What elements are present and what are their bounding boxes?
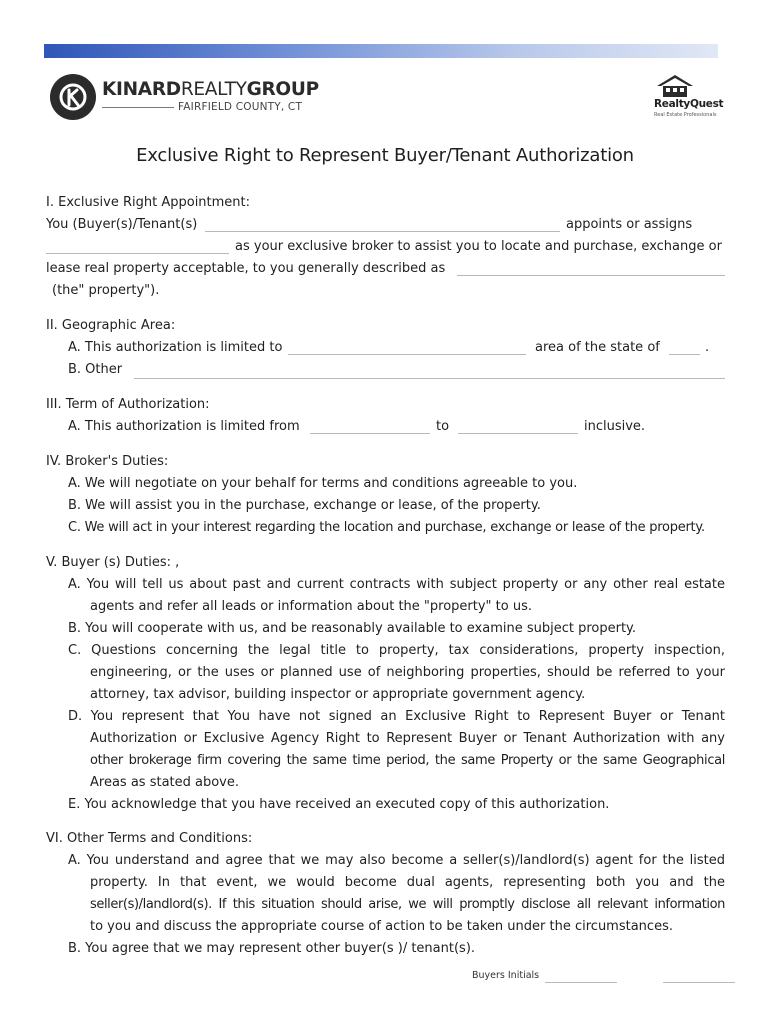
buyer-initials-field-2[interactable] <box>663 982 735 983</box>
brand-name: KINARDREALTYGROUP <box>102 79 319 100</box>
property-description-field[interactable] <box>457 275 725 276</box>
top-gradient-bar <box>44 44 718 58</box>
area-limit-field[interactable] <box>288 354 526 355</box>
section-6-a-line-3: seller(s)/landlord(s). If this situation should arise, we will promptly disclose all relevant information <box>90 897 725 912</box>
buyer-name-field[interactable] <box>205 231 560 232</box>
section-6-a-line-1: A. You understand and agree that we may also become a seller(s)/landlord(s) agent for the listed <box>68 853 725 868</box>
section-2-heading: II. Geographic Area: <box>46 318 176 333</box>
section-5-a-line-2: agents and refer all leads or information about the "property" to us. <box>90 599 532 614</box>
section-3-inclusive-text: inclusive. <box>584 419 646 434</box>
section-5-d-line-2: Authorization or Exclusive Agency Right to Represent Buyer or Tenant Authorization with any <box>90 731 725 746</box>
term-start-field[interactable] <box>310 433 430 434</box>
section-2-a-state-text: area of the state of <box>535 340 660 355</box>
house-icon <box>656 74 694 98</box>
section-6-b: B. You agree that we may represent other buyer(s )/ tenant(s). <box>68 941 476 956</box>
kinard-logo <box>50 74 350 124</box>
brand-location: FAIRFIELD COUNTY, CT <box>178 101 303 113</box>
brand-divider <box>102 107 174 108</box>
section-5-e: E. You acknowledge that you have received an executed copy of this authorization. <box>68 797 610 812</box>
kinard-emblem-icon <box>50 74 96 120</box>
section-5-d-line-1: D. You represent that You have not signed an Exclusive Right to Represent Buyer or Tenant <box>68 709 725 724</box>
broker-name-field[interactable] <box>46 253 229 254</box>
section-1-line-1a: You (Buyer(s)/Tenant(s) <box>46 217 198 232</box>
section-1-line-3: lease real property acceptable, to you generally described as <box>46 261 446 276</box>
section-6-heading: VI. Other Terms and Conditions: <box>46 831 253 846</box>
buyers-initials-label: Buyers Initials <box>472 970 540 981</box>
section-4-b: B. We will assist you in the purchase, exchange or lease, of the property. <box>68 498 541 513</box>
section-2-b-text: B. Other <box>68 362 123 377</box>
document-title: Exclusive Right to Represent Buyer/Tenant Authorization <box>136 145 634 166</box>
buyer-initials-field-1[interactable] <box>545 982 617 983</box>
state-field[interactable] <box>669 354 700 355</box>
section-5-c-line-1: C. Questions concerning the legal title to property, tax considerations, property inspection, <box>68 643 725 658</box>
section-2-a-period: . <box>705 340 710 355</box>
realtyquest-logo <box>650 74 730 120</box>
section-4-heading: IV. Broker's Duties: <box>46 454 169 469</box>
partner-tagline: Real Estate Professionals <box>654 112 717 118</box>
section-1-line-2: as your exclusive broker to assist you to locate and purchase, exchange or <box>235 239 722 254</box>
term-end-field[interactable] <box>458 433 578 434</box>
section-6-a-line-2: property. In that event, we would become dual agents, representing both you and the <box>90 875 725 890</box>
section-4-c: C. We will act in your interest regarding the location and purchase, exchange or lease of the property. <box>68 520 705 535</box>
partner-name: RealtyQuest <box>654 98 724 110</box>
section-5-b: B. You will cooperate with us, and be reasonably available to examine subject property. <box>68 621 637 636</box>
section-5-c-line-3: attorney, tax advisor, building inspector or appropriate government agency. <box>90 687 586 702</box>
section-3-to-text: to <box>436 419 450 434</box>
section-5-d-line-4: Areas as stated above. <box>90 775 240 790</box>
section-6-a-line-4: to you and discuss the appropriate course of action to be taken under the circumstances. <box>90 919 673 934</box>
section-3-heading: III. Term of Authorization: <box>46 397 210 412</box>
section-5-c-line-2: engineering, or the uses or planned use of neighboring properties, should be referred to your <box>90 665 725 680</box>
section-1-heading: I. Exclusive Right Appointment: <box>46 195 251 210</box>
section-2-a-text: A. This authorization is limited to <box>68 340 283 355</box>
section-5-d-line-3: other brokerage firm covering the same time period, the same Property or the same Geographical <box>90 753 725 768</box>
section-4-a: A. We will negotiate on your behalf for terms and conditions agreeable to you. <box>68 476 578 491</box>
other-area-field[interactable] <box>134 378 725 379</box>
section-1-line-1b: appoints or assigns <box>566 217 693 232</box>
section-5-heading: V. Buyer (s) Duties: , <box>46 555 180 570</box>
section-1-line-4: (the" property"). <box>52 283 160 298</box>
section-5-a-line-1: A. You will tell us about past and current contracts with subject property or any other real estate <box>68 577 725 592</box>
section-3-a-text: A. This authorization is limited from <box>68 419 300 434</box>
